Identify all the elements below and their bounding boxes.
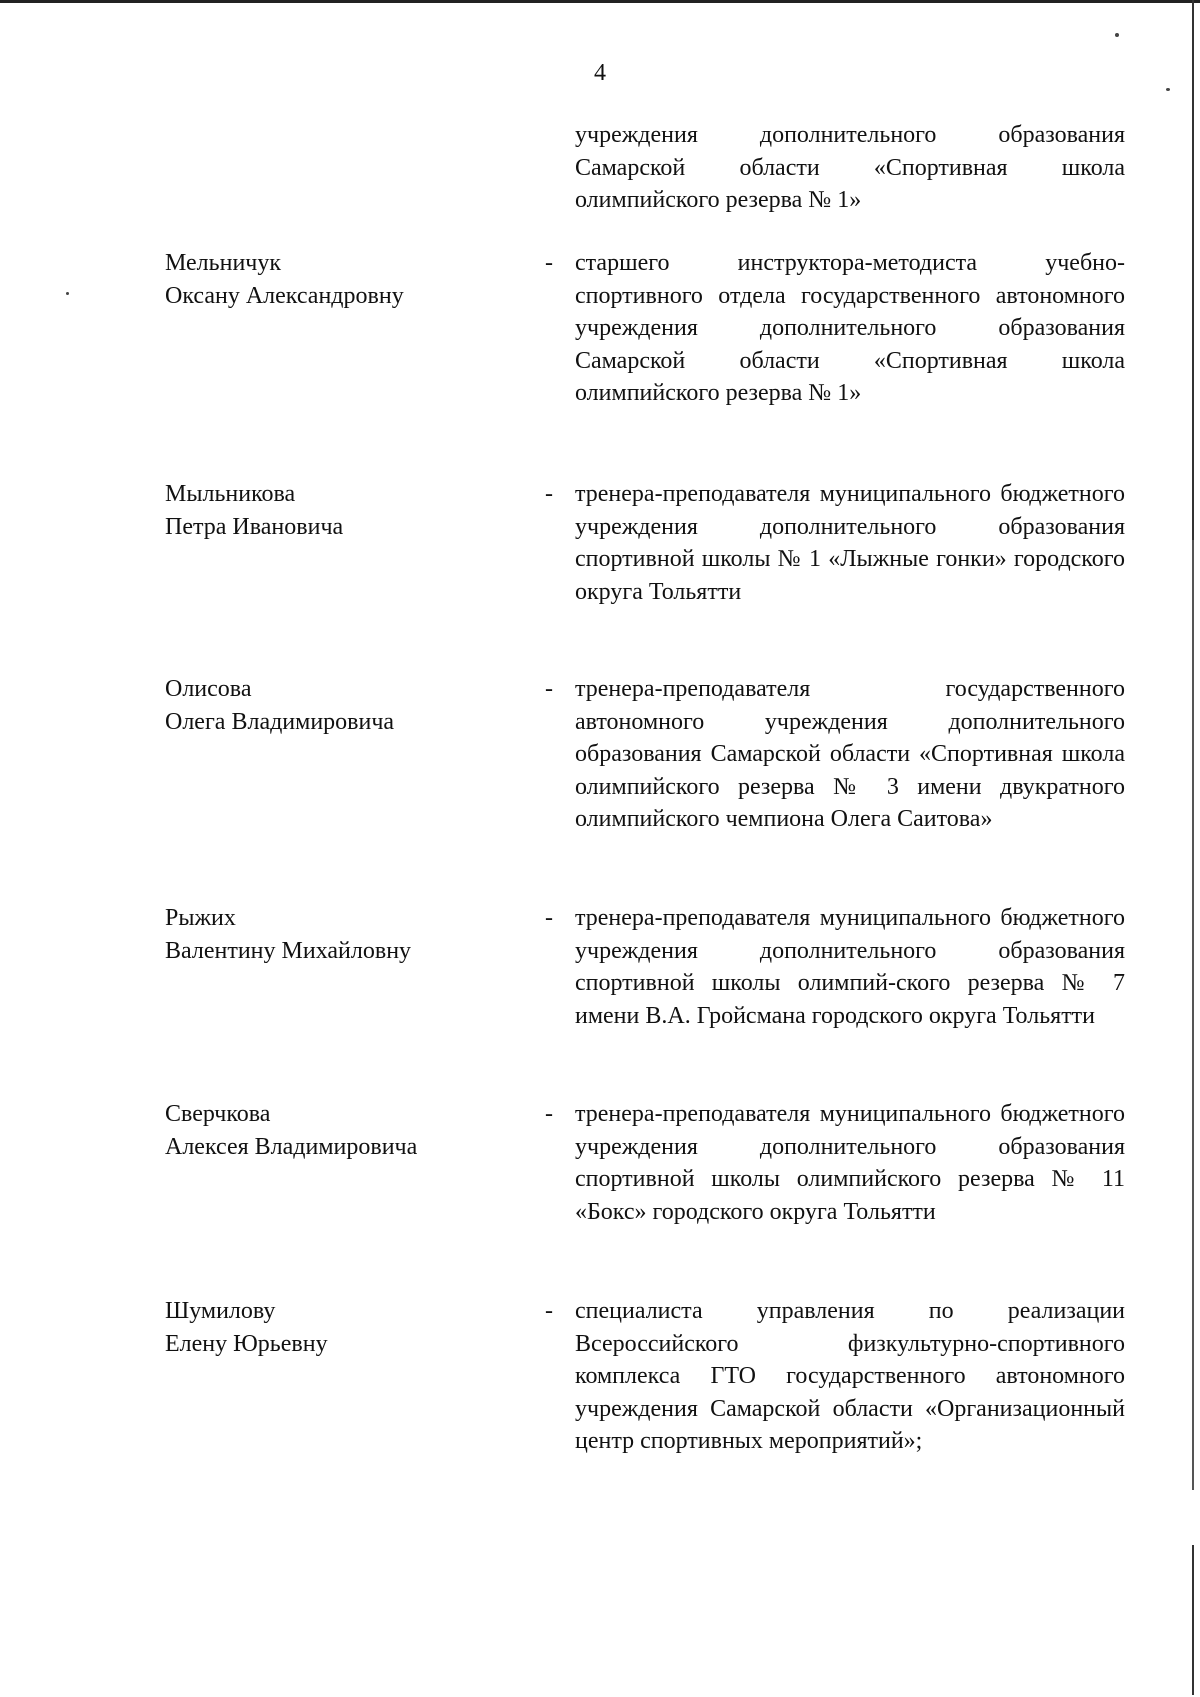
person-name: [165, 247, 505, 312]
right-page-edge: [1192, 1545, 1194, 1695]
entry-dash: -: [545, 1101, 553, 1127]
person-name: [165, 1295, 505, 1360]
person-given-names: Олега Владимировича: [165, 708, 395, 735]
person-surname: Мельничук: [165, 250, 282, 276]
top-border-line: [0, 0, 1200, 3]
person-position: старшего инструктора-методиста учебно-спортивного отдела государственного автономного учреждения дополнительного образования Самарской области «Спортивная школа олимпийского резерва № 1»: [575, 250, 1125, 406]
person-given-names: Елену Юрьевну: [165, 1330, 328, 1357]
scan-speck: [1115, 33, 1119, 37]
entry-dash: -: [545, 676, 553, 702]
person-given-names: Алексея Владимировича: [165, 1133, 418, 1160]
right-page-edge: [1192, 540, 1194, 1490]
person-given-names: Валентину Михайловну: [165, 937, 412, 964]
person-given-names: Оксану Александровну: [165, 282, 404, 309]
person-surname: Шумилову: [165, 1298, 276, 1324]
person-position: специалиста управления по реализации Всероссийского физкультурно-спортивного комплекса ГТО государственного автономного учреждения Самарской области «Организационный центр спортивных мероприятий»;: [575, 1298, 1125, 1454]
person-surname: Сверчкова: [165, 1101, 271, 1127]
person-surname: Олисова: [165, 676, 252, 702]
person-given-names: Петра Ивановича: [165, 513, 344, 540]
scan-speck: [1166, 88, 1170, 91]
entry-dash: -: [545, 905, 553, 931]
person-surname: Мыльникова: [165, 481, 296, 507]
person-position: тренера-преподавателя государственного автономного учреждения дополнительного образования Самарской области «Спортивная школа олимпийского резерва № 3 имени двукратного олимпийского чемпиона Олега Саитова»: [575, 676, 1125, 832]
person-name: [165, 902, 505, 967]
person-position: тренера-преподавателя муниципального бюджетного учреждения дополнительного образования спортивной школы олимпийского резерва № 11 «Бокс» городского округа Тольятти: [575, 1101, 1125, 1225]
person-surname: Рыжих: [165, 905, 236, 931]
person-name: [165, 1098, 505, 1163]
entry-dash: -: [545, 481, 553, 507]
person-position: тренера-преподавателя муниципального бюджетного учреждения дополнительного образования спортивной школы олимпий-ского резерва № 7 имени В.А. Гройсмана городского округа Тольятти: [575, 905, 1125, 1029]
scan-speck: [66, 292, 69, 295]
page-number: 4: [594, 60, 606, 86]
entry-dash: -: [545, 1298, 553, 1324]
continuation-text: учреждения дополнительного образования Самарской области «Спортивная школа олимпийского резерва № 1»: [575, 122, 1125, 213]
person-name: [165, 478, 505, 543]
person-position: тренера-преподавателя муниципального бюджетного учреждения дополнительного образования спортивной школы № 1 «Лыжные гонки» городского округа Тольятти: [575, 481, 1125, 605]
entry-dash: -: [545, 250, 553, 276]
person-name: [165, 673, 505, 738]
